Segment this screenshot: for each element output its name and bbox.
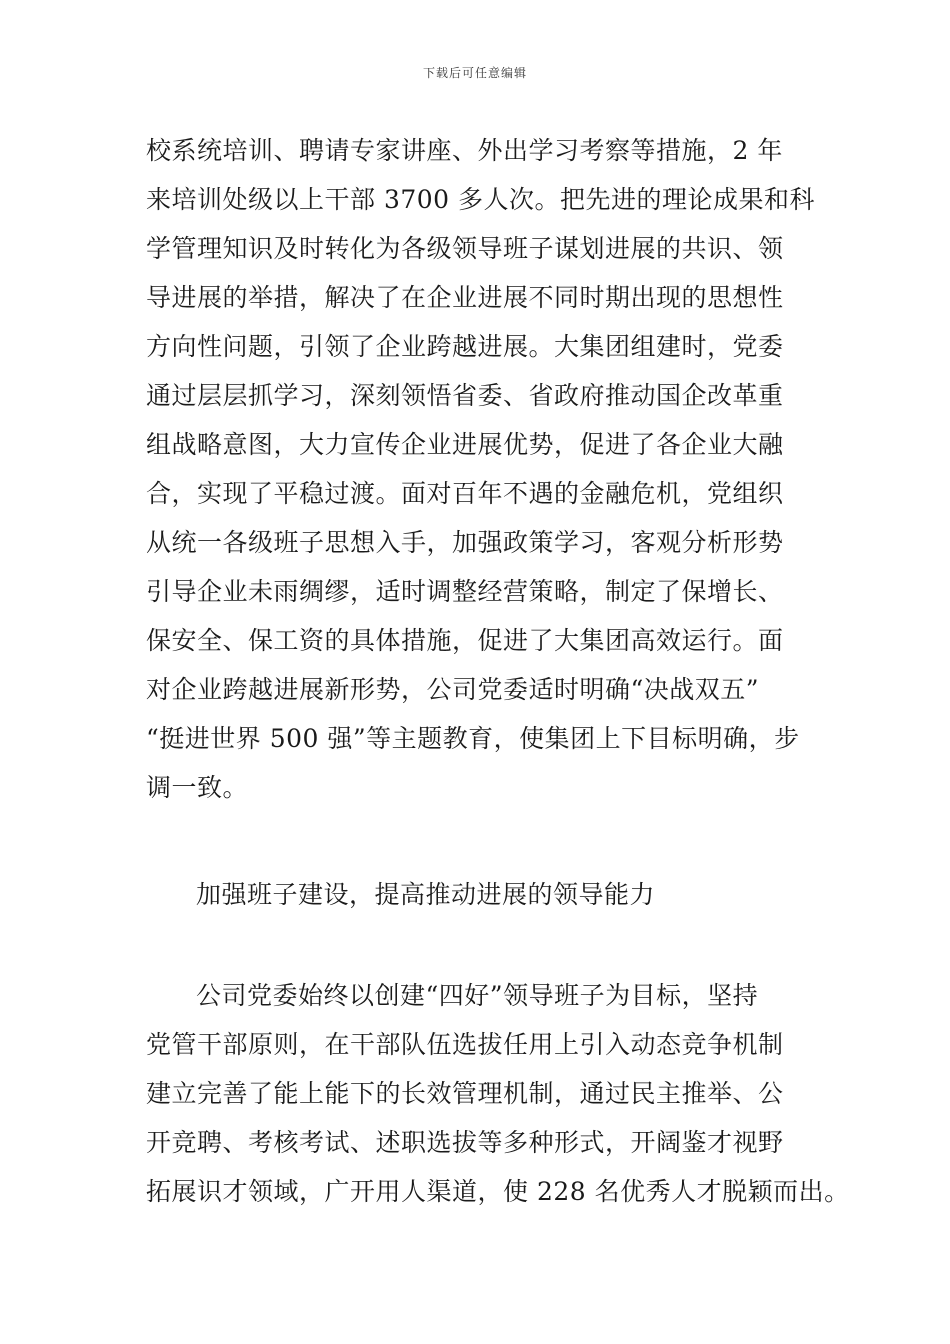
page-header-note: 下载后可任意编辑 [422,66,527,80]
section-heading: 加强班子建设，提高推动进展的领导能力 [196,880,656,909]
paragraph-line: 组战略意图，大力宣传企业进展优势，促进了各企业大融 [146,430,784,459]
paragraph-line: 开竞聘、考核考试、述职选拔等多种形式，开阔鉴才视野 [146,1128,784,1157]
paragraph-line: 调一致。 [146,773,249,802]
paragraph-line: 校系统培训、聘请专家讲座、外出学习考察等措施，2 年 [146,136,783,165]
paragraph-line: 导进展的举措，解决了在企业进展不同时期出现的思想性 [146,283,784,312]
paragraph-line: “挺进世界 500 强”等主题教育，使集团上下目标明确，步 [146,724,800,753]
paragraph-line: 建立完善了能上能下的长效管理机制，通过民主推举、公 [146,1079,784,1108]
paragraph-line: 来培训处级以上干部 3700 多人次。把先进的理论成果和科 [146,185,816,214]
paragraph-line: 公司党委始终以创建“四好”领导班子为目标，坚持 [196,981,759,1010]
paragraph-line: 拓展识才领域，广开用人渠道，使 228 名优秀人才脱颖而出。 [146,1177,850,1206]
paragraph-line: 引导企业未雨绸缪，适时调整经营策略，制定了保增长、 [146,577,784,606]
paragraph-line: 学管理知识及时转化为各级领导班子谋划进展的共识、领 [146,234,784,263]
paragraph-line: 方向性问题，引领了企业跨越进展。大集团组建时，党委 [146,332,784,361]
paragraph-line: 党管干部原则，在干部队伍选拔任用上引入动态竞争机制 [146,1030,784,1059]
paragraph-line: 通过层层抓学习，深刻领悟省委、省政府推动国企改革重 [146,381,784,410]
paragraph-line: 合，实现了平稳过渡。面对百年不遇的金融危机，党组织 [146,479,784,508]
paragraph-line: 对企业跨越进展新形势，公司党委适时明确“决战双五” [146,675,760,704]
paragraph-line: 从统一各级班子思想入手，加强政策学习，客观分析形势 [146,528,784,557]
paragraph-line: 保安全、保工资的具体措施，促进了大集团高效运行。面 [146,626,784,655]
